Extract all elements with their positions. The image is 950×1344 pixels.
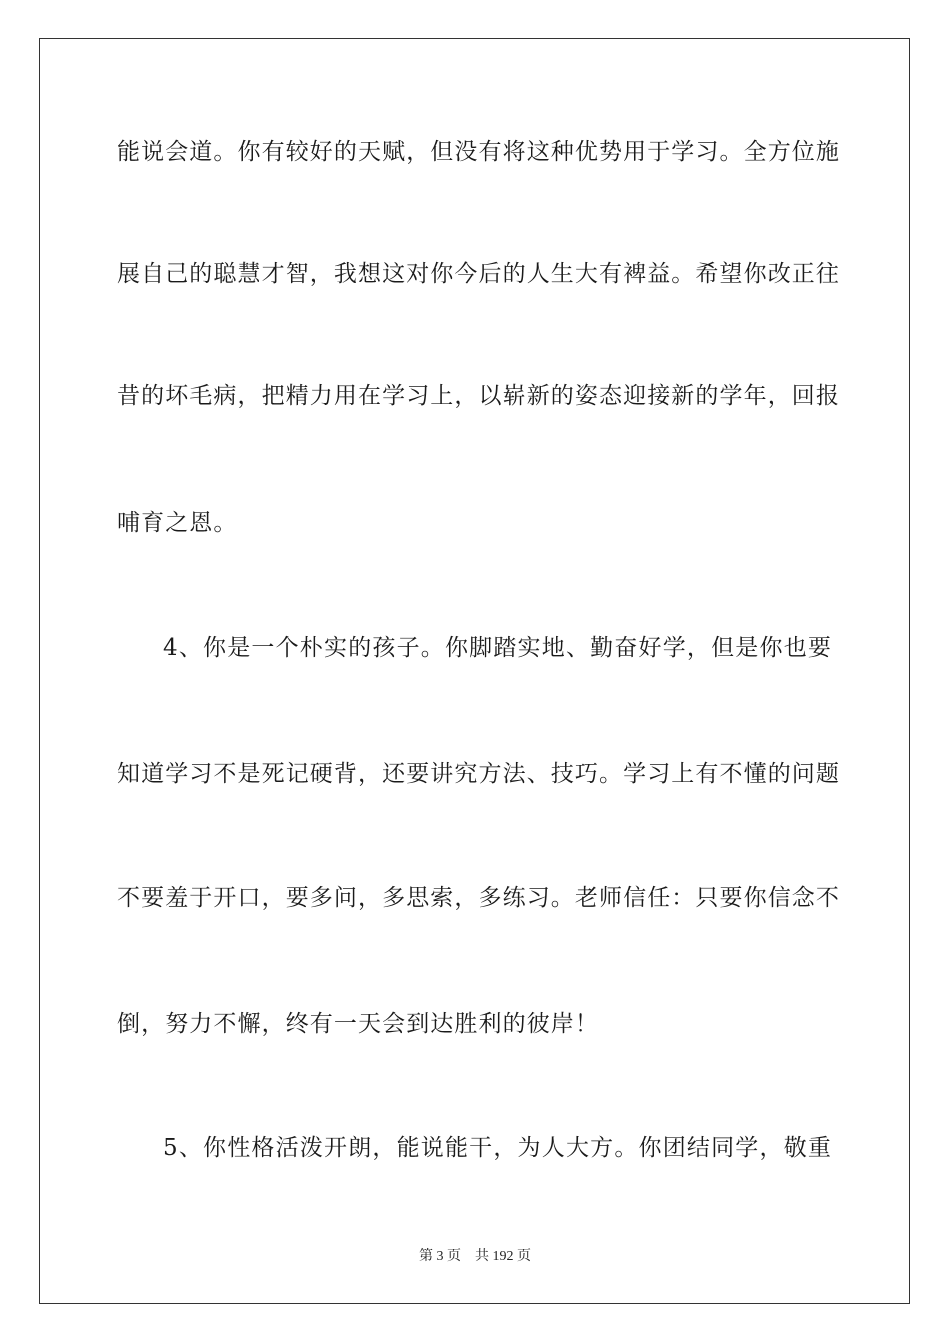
text-line: 不要羞于开口，要多问，多思索，多练习。老师信任：只要你信念不 <box>117 885 840 911</box>
text-line: 能说会道。你有较好的天赋，但没有将这种优势用于学习。全方位施 <box>117 139 840 165</box>
text-line: 倒，努力不懈，终有一天会到达胜利的彼岸！ <box>117 1011 599 1037</box>
text-line: 昔的坏毛病，把精力用在学习上，以崭新的姿态迎接新的学年，回报 <box>117 383 840 409</box>
text-line: 知道学习不是死记硬背，还要讲究方法、技巧。学习上有不懂的问题 <box>117 761 840 787</box>
page-number: 第 3 页 <box>419 1249 461 1264</box>
paragraph-4-first-line: 4、你是一个朴实的孩子。你脚踏实地、勤奋好学，但是你也要 <box>163 635 832 661</box>
page-border <box>39 38 910 1304</box>
page-total: 共 192 页 <box>475 1249 531 1264</box>
text-line: 展自己的聪慧才智，我想这对你今后的人生大有裨益。希望你改正往 <box>117 261 840 287</box>
text-line: 哺育之恩。 <box>117 510 238 536</box>
page-footer <box>0 1248 950 1266</box>
paragraph-5-first-line: 5、你性格活泼开朗，能说能干，为人大方。你团结同学，敬重 <box>163 1135 832 1161</box>
